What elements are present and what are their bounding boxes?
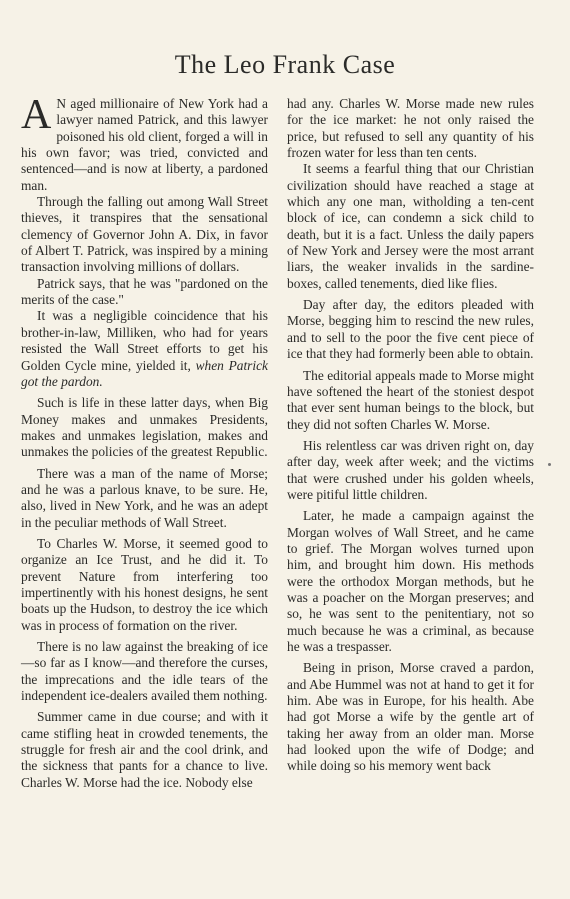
paragraph-summer: Summer came in due course; and with it came stifling heat in crowded tenements, the struggle for fresh air and the cool drink, and the sickness that pants for a chance to live. Charles W. Morse had the ice. Nobody else xyxy=(21,709,268,790)
margin-speck xyxy=(548,463,551,466)
paragraph-no-law: There is no law against the breaking of ice—so far as I know—and therefore the curses, the imprecations and the idle tears of the independent ice-dealers availed them nothing. xyxy=(21,639,268,704)
paragraph-relentless-car: His relentless car was driven right on, day after day, week after week; and the victims that were crushed under his golden wheels, were pitiful little children. xyxy=(287,437,534,502)
right-column xyxy=(287,96,534,775)
paragraph-coincidence xyxy=(21,308,268,390)
page-title: The Leo Frank Case xyxy=(174,50,396,79)
opening-paragraph xyxy=(21,92,268,194)
paragraph-fearful-thing: It seems a fearful thing that our Christian civilization should have reached a stage at which any one man, witholding a ten-cent block of ice, can condemn a sick child to death, but it is a fact. Unless the daily papers of New York and Jersey were the most arrant liars, the weaker invalids in the sardine-boxes, called tenements, died like flies. xyxy=(287,161,534,291)
left-column xyxy=(21,92,268,791)
paragraph-wall-street: Through the falling out among Wall Street thieves, it transpires that the sensational clemency of Governor John A. Dix, in favor of Albert T. Patrick, was inspired by a mining transaction involving millions of dollars. xyxy=(21,194,268,275)
coincidence-text: It was a negligible coincidence that his brother-in-law, Milliken, who had for years resisted the Wall Street efforts to get his Golden Cycle mine, yielded it, xyxy=(21,308,268,373)
paragraph-big-money: Such is life in these latter days, when Big Money makes and unmakes Presidents, makes and unmakes legislation, makes and unmakes the policies of the greatest Republic. xyxy=(21,395,268,460)
paragraph-editorial-appeals: The editorial appeals made to Morse might have softened the heart of the stoniest despot that ever sent human beings to the block, but they did not soften Charles W. Morse. xyxy=(287,367,534,432)
paragraph-editors-pleaded: Day after day, the editors pleaded with Morse, begging him to rescind the new rules, and to sell to the poor the five cent piece of ice that they had formerly been able to obtain. xyxy=(287,297,534,362)
paragraph-campaign: Later, he made a campaign against the Morgan wolves of Wall Street, and he came to grief. The Morgan wolves turned upon him, and brought him down. His methods were the orthodox Morgan methods, but he was a poacher on the Morgan preserves; and so, he was sent to the penitentiary, not so much because he was a criminal, as because he was a trespasser. xyxy=(287,508,534,654)
coincidence-italic: when Patrick got the pardon. xyxy=(21,357,268,389)
paragraph-continued: had any. Charles W. Morse made new rules for the ice market: he not only raised the price, but refused to sell any quantity of his frozen water for less than ten cents. xyxy=(287,96,534,161)
paragraph-prison: Being in prison, Morse craved a pardon, and Abe Hummel was not at hand to get it for him. Abe was in Europe, for his health. Abe had got Morse a wife by the gentle art of taking her away from an older man. Morse had looked upon the wife of Dodge; and while doing so his memory went back xyxy=(287,660,534,774)
opening-paragraph-text: N aged millionaire of New York had a lawyer named Patrick, and this lawyer poisoned his old client, forged a will in his own favor; was tried, convicted and sentenced—and is now at liberty, a pardoned man. xyxy=(21,96,268,193)
paragraph-patrick-says: Patrick says, that he was "pardoned on the merits of the case." xyxy=(21,275,268,308)
paragraph-morse-intro: There was a man of the name of Morse; and he was a parlous knave, to be sure. He, also, lived in New York, and he was an adept in the peculiar methods of Wall Street. xyxy=(21,465,268,530)
drop-cap: A xyxy=(21,92,52,138)
paragraph-ice-trust: To Charles W. Morse, it seemed good to organize an Ice Trust, and he did it. To prevent Nature from interfering too impertinently with his honest designs, he sent boats up the Hudson, to destroy the ice which was in process of formation on the river. xyxy=(21,535,268,633)
